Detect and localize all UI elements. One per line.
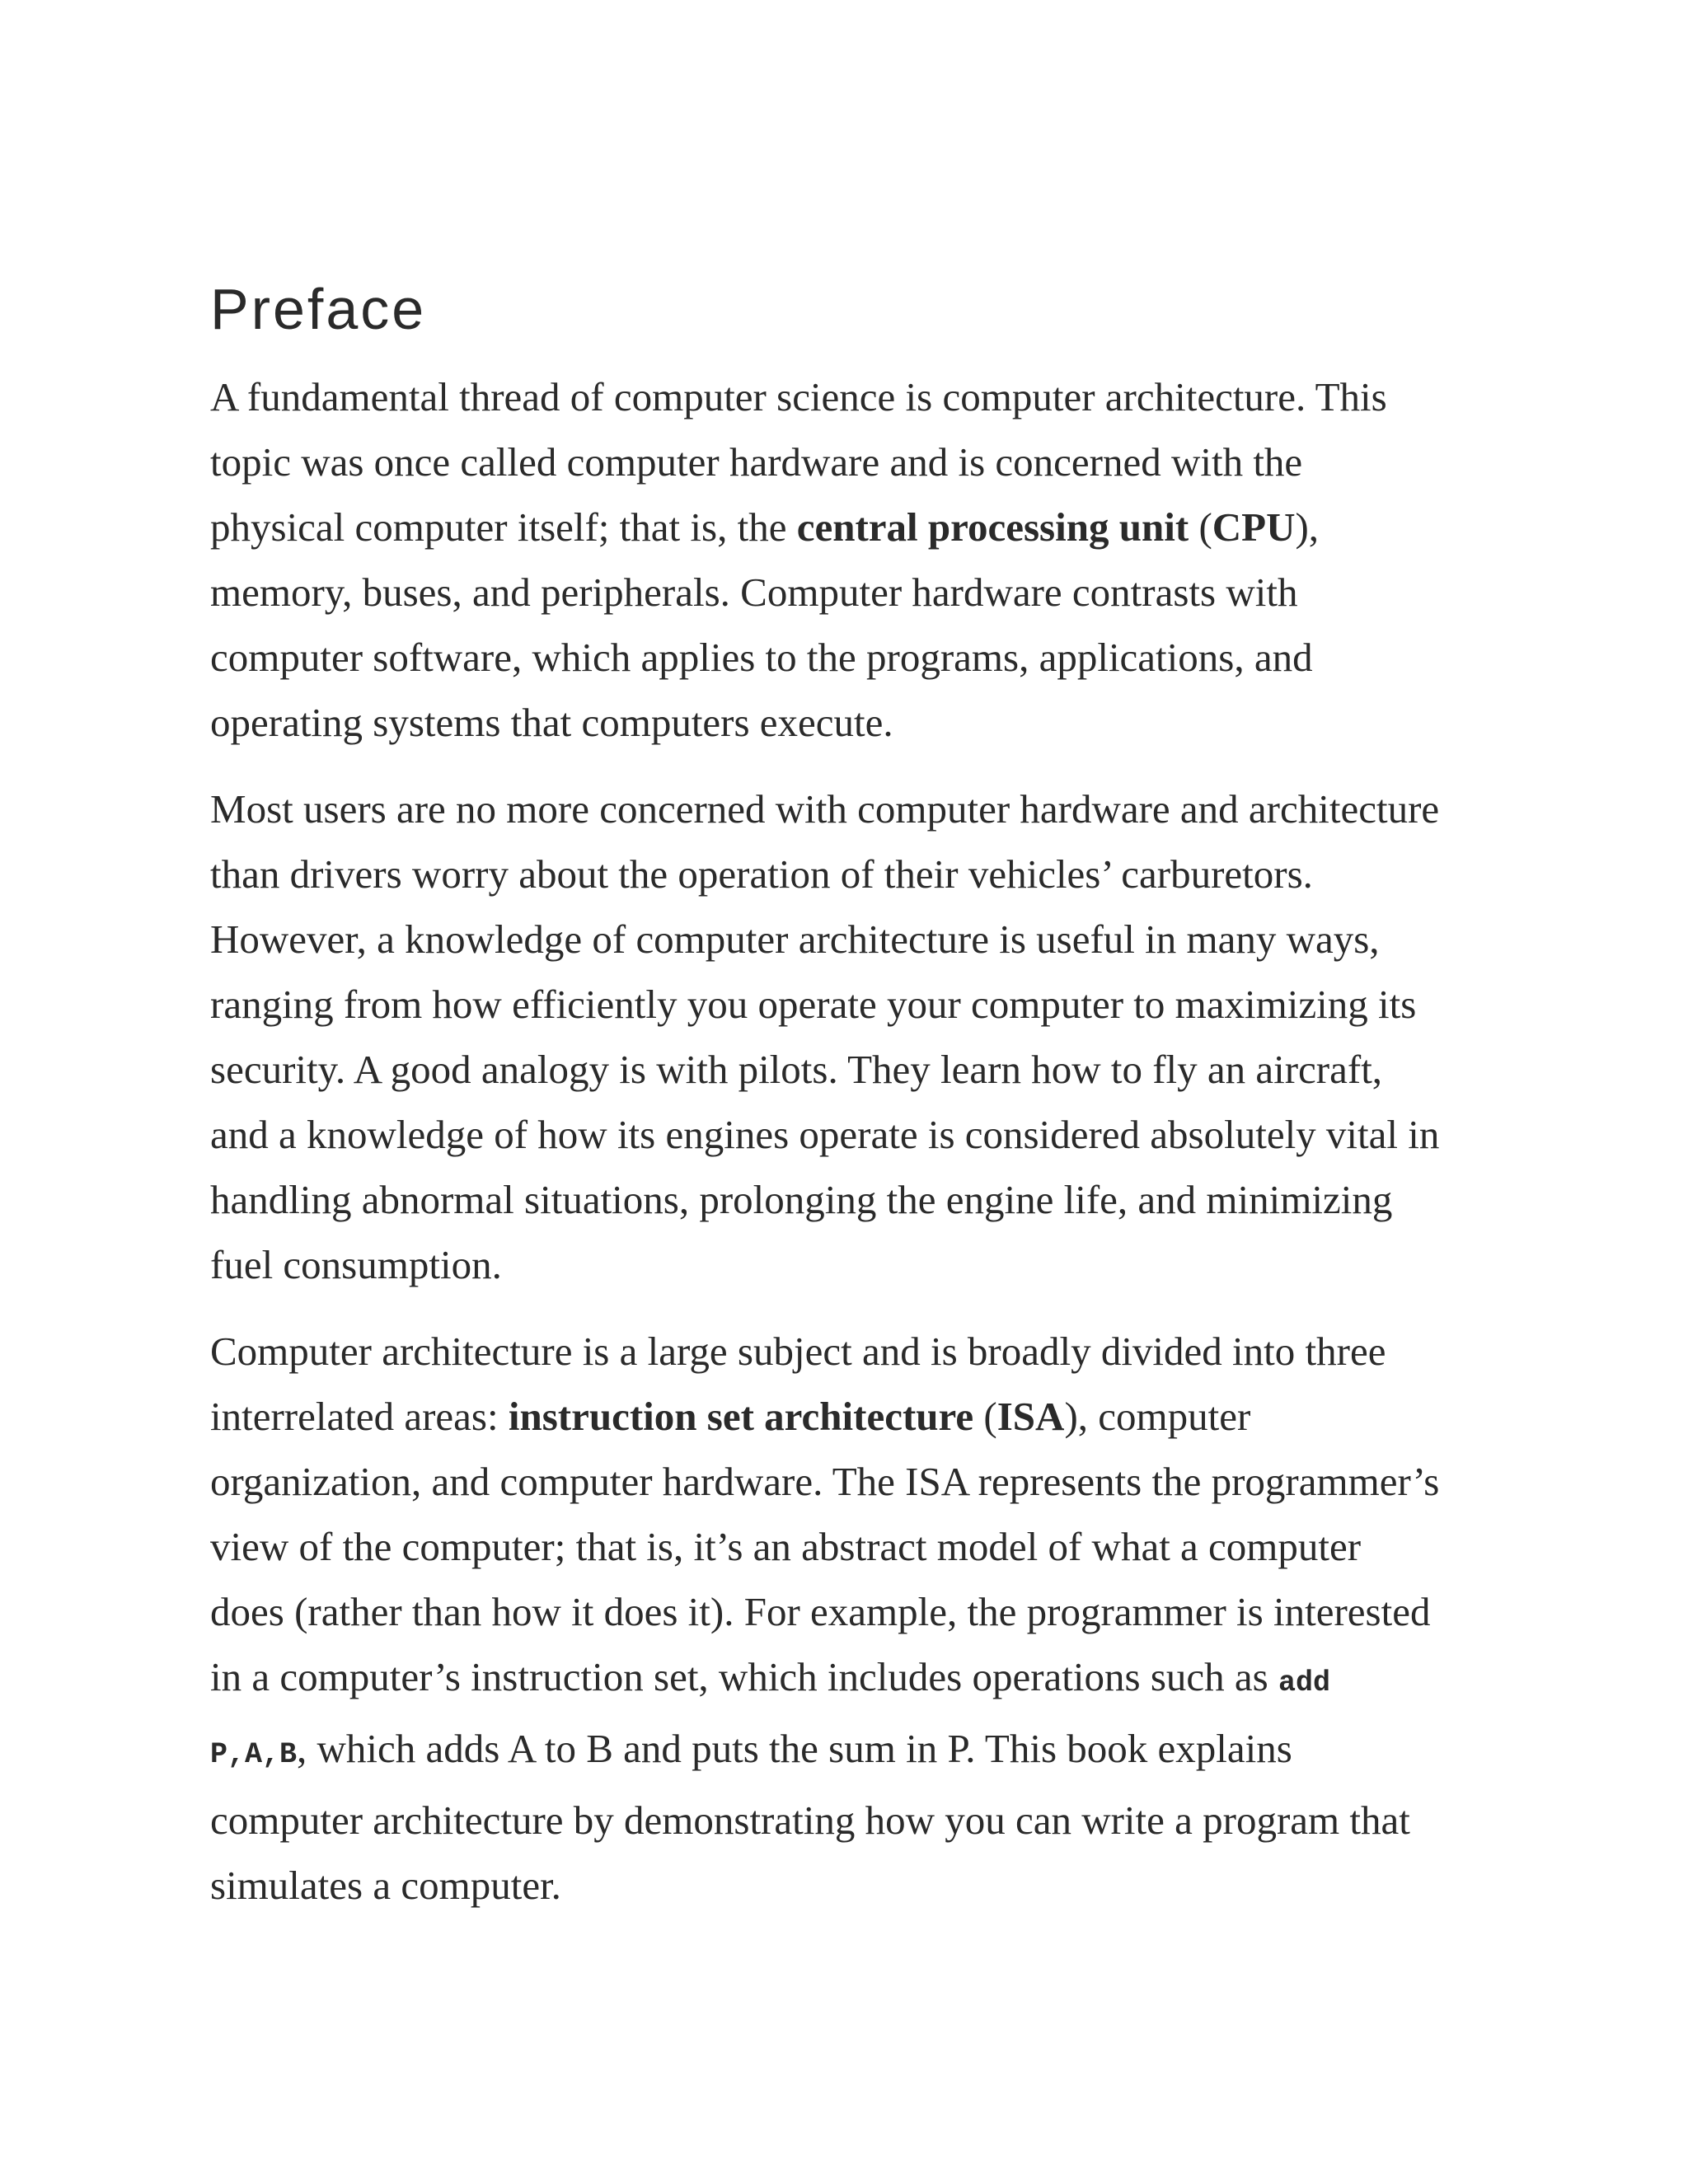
text-line <box>210 1319 1496 1384</box>
text-run: security. A good analogy is with pilots. They learn how to fly an aircraft, <box>210 1047 1383 1092</box>
text-run: simulates a computer. <box>210 1863 561 1908</box>
text-run: fuel consumption. <box>210 1242 502 1287</box>
text-line <box>210 1449 1496 1514</box>
paragraph-2 <box>210 776 1496 1297</box>
text-run: does (rather than how it does it). For example, the programmer is interested <box>210 1589 1431 1634</box>
text-line <box>210 1232 1496 1297</box>
text-run: ranging from how efficiently you operate your computer to maximizing its <box>210 982 1417 1027</box>
text-line <box>210 1167 1496 1232</box>
text-line <box>210 1716 1496 1788</box>
text-line <box>210 1853 1496 1918</box>
text-run: ( <box>1189 504 1212 550</box>
term-isa-abbr: ISA <box>996 1394 1065 1439</box>
text-run: interrelated areas: <box>210 1394 509 1439</box>
term-cpu-full: central processing unit <box>796 504 1189 550</box>
text-run: , which adds A to B and puts the sum in P. This book explains <box>297 1726 1292 1771</box>
text-run: ), computer <box>1064 1394 1251 1439</box>
text-line <box>210 560 1496 625</box>
text-run: operating systems that computers execute. <box>210 700 893 745</box>
text-line <box>210 907 1496 972</box>
text-run: Most users are no more concerned with computer hardware and architecture <box>210 786 1440 832</box>
text-line <box>210 1644 1496 1716</box>
page-title: Preface <box>210 277 427 341</box>
text-run: computer software, which applies to the programs, applications, and <box>210 635 1313 680</box>
text-run: and a knowledge of how its engines operate is considered absolutely vital in <box>210 1112 1440 1157</box>
text-run: organization, and computer hardware. The ISA represents the programmer’s <box>210 1459 1440 1504</box>
text-run: handling abnormal situations, prolonging the engine life, and minimizing <box>210 1177 1393 1222</box>
text-line <box>210 841 1496 907</box>
text-run: memory, buses, and peripherals. Computer hardware contrasts with <box>210 569 1298 615</box>
text-run: topic was once called computer hardware and is concerned with the <box>210 439 1303 485</box>
code-snippet: add <box>1278 1666 1330 1699</box>
paragraph-3 <box>210 1319 1496 1918</box>
text-line <box>210 1384 1496 1449</box>
text-line <box>210 972 1496 1037</box>
text-run: view of the computer; that is, it’s an abstract model of what a computer <box>210 1524 1362 1569</box>
text-run: computer architecture by demonstrating how you can write a program that <box>210 1797 1410 1843</box>
text-run: than drivers worry about the operation of their vehicles’ carburetors. <box>210 851 1313 897</box>
text-line <box>210 1037 1496 1102</box>
text-line <box>210 1579 1496 1644</box>
text-line <box>210 429 1496 494</box>
text-line <box>210 625 1496 690</box>
text-run: A fundamental thread of computer science is computer architecture. This <box>210 374 1387 419</box>
text-run: ( <box>973 1394 997 1439</box>
text-line <box>210 364 1496 429</box>
paragraph-1 <box>210 364 1496 755</box>
text-run: ), <box>1295 504 1320 550</box>
text-run: physical computer itself; that is, the <box>210 504 797 550</box>
text-line <box>210 1102 1496 1167</box>
term-isa-full: instruction set architecture <box>508 1394 974 1439</box>
term-cpu-abbr: CPU <box>1212 504 1296 550</box>
document-page <box>210 272 1496 1939</box>
text-line <box>210 776 1496 841</box>
text-line <box>210 494 1496 560</box>
text-run: However, a knowledge of computer architecture is useful in many ways, <box>210 916 1380 962</box>
text-run: Computer architecture is a large subject and is broadly divided into three <box>210 1329 1386 1374</box>
text-line <box>210 1514 1496 1579</box>
code-snippet: P,A,B <box>210 1738 298 1771</box>
text-line <box>210 690 1496 755</box>
text-run: in a computer’s instruction set, which includes operations such as <box>210 1654 1278 1699</box>
text-line <box>210 1788 1496 1853</box>
